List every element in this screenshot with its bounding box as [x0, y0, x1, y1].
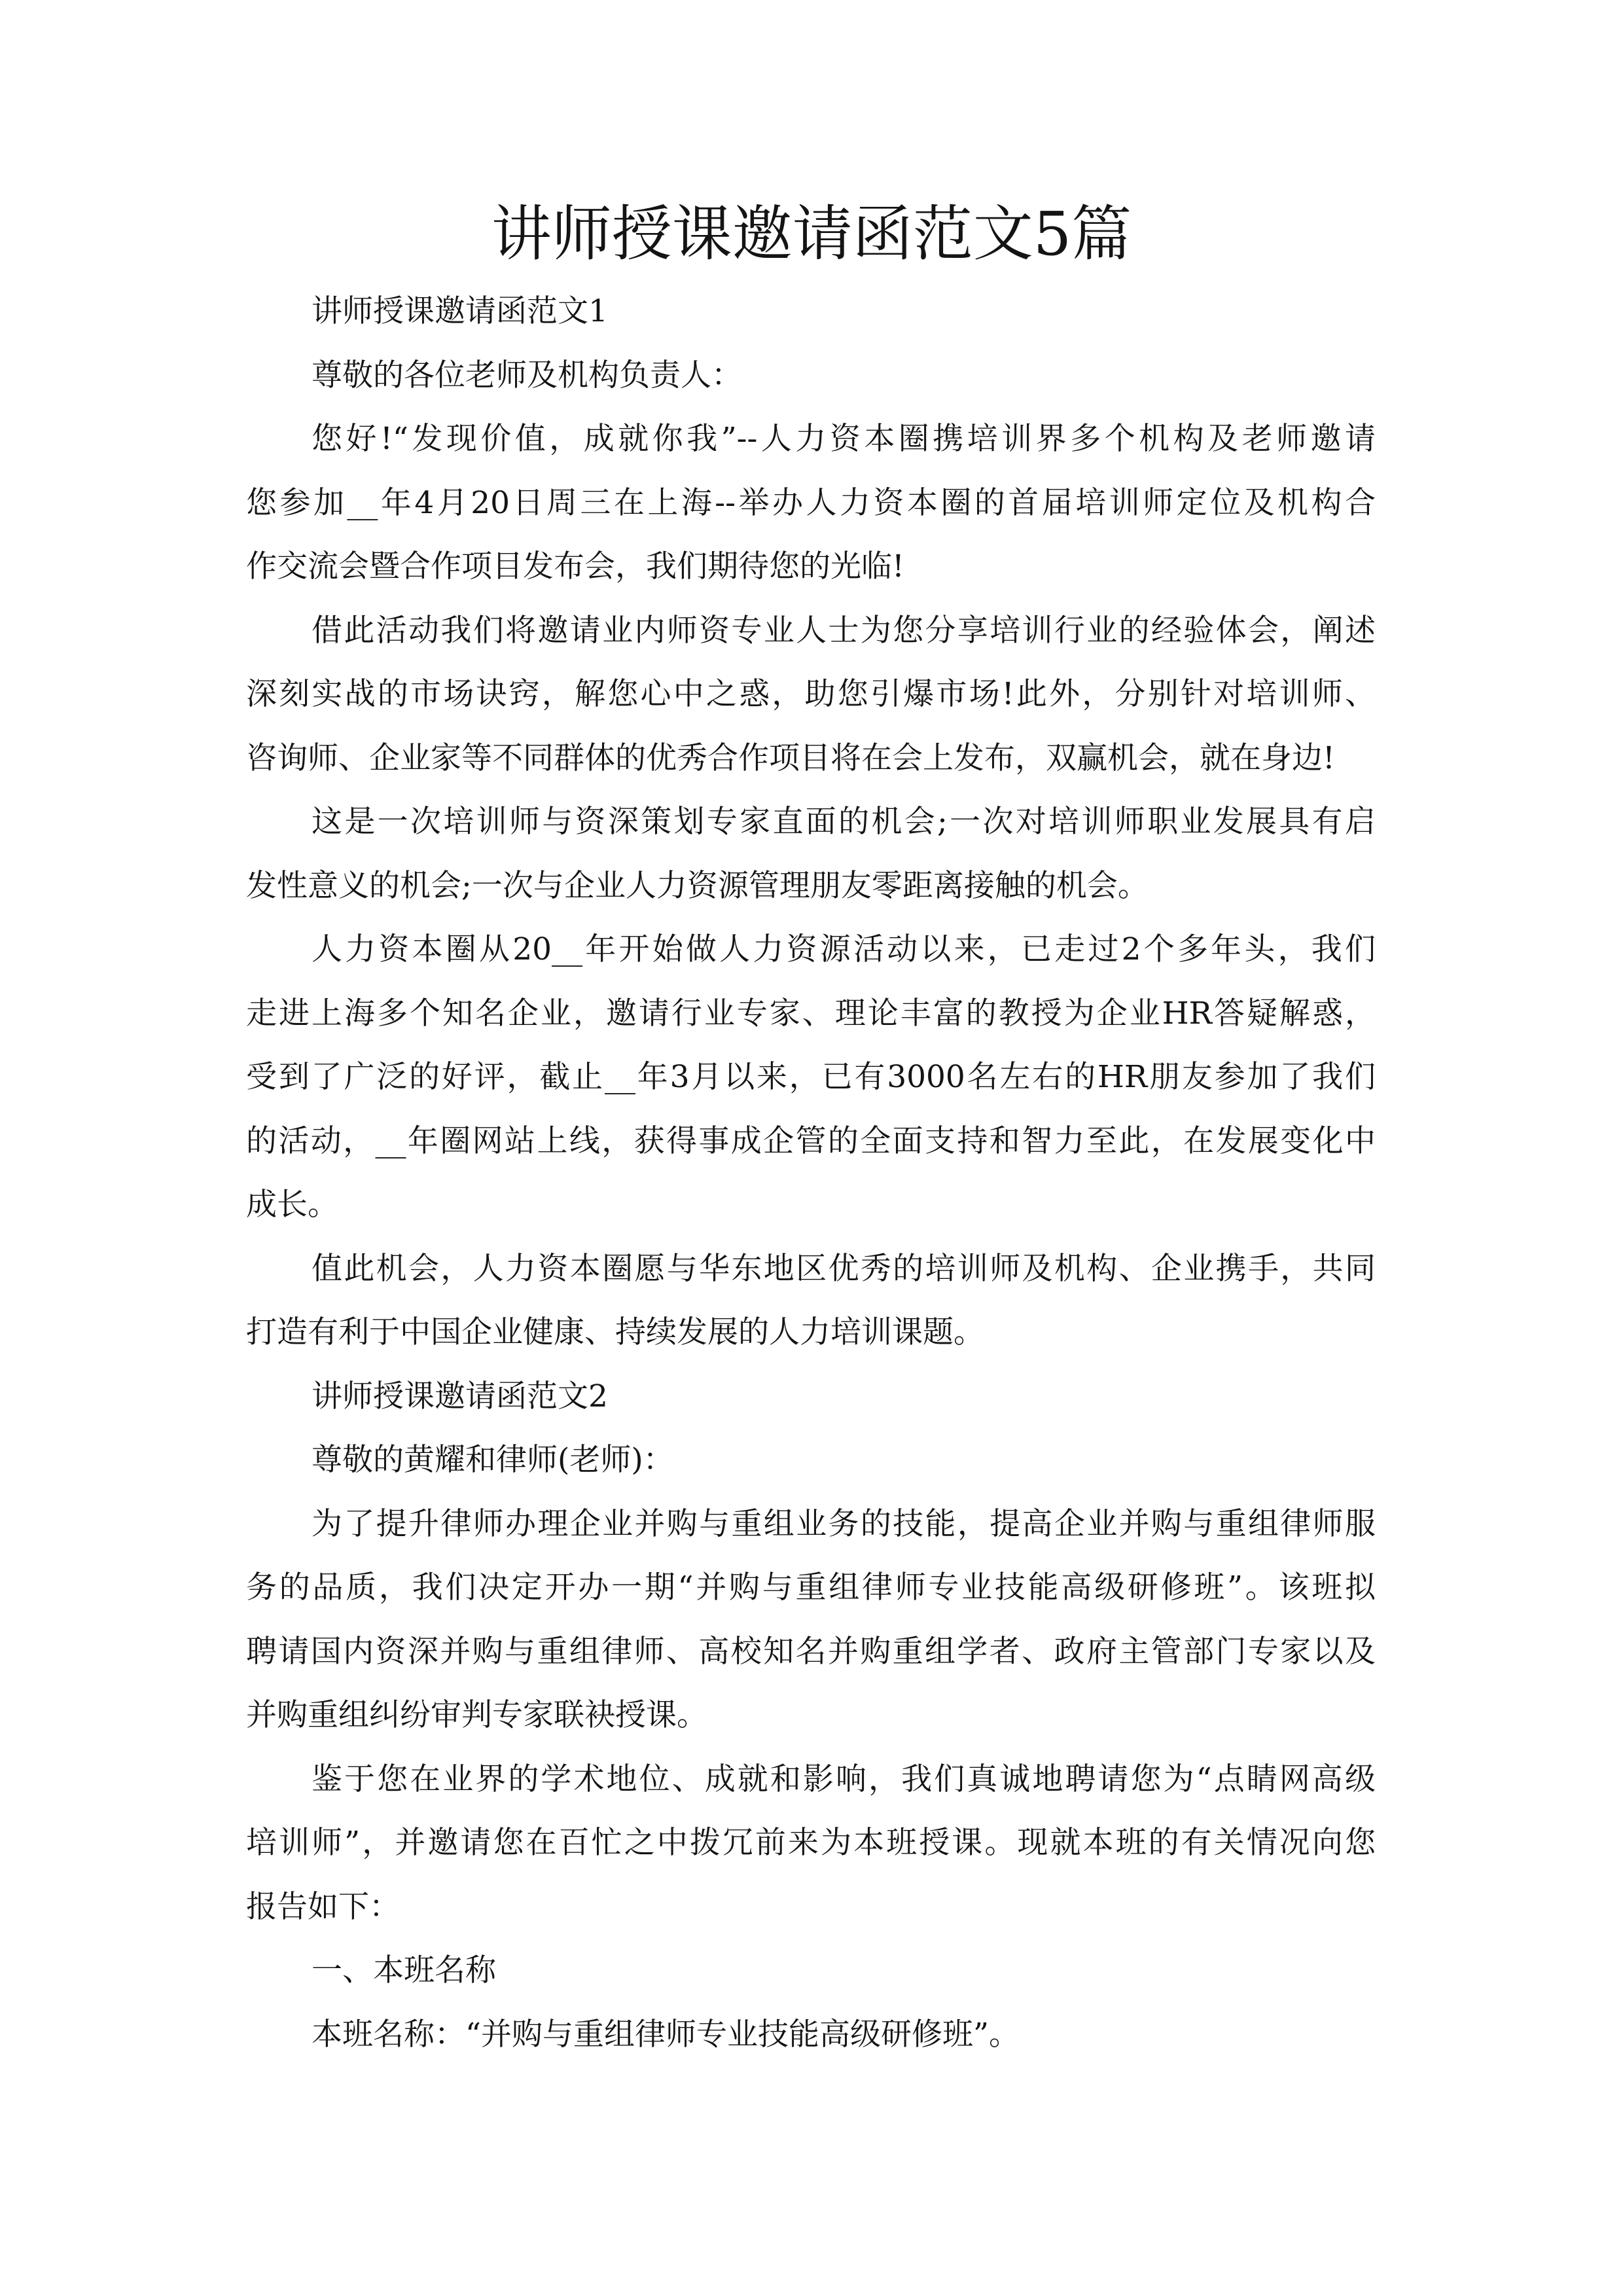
paragraph-line: 发性意义的机会;一次与企业人力资源管理朋友零距离接触的机会。 — [246, 867, 1149, 904]
paragraph-line: 鉴于您在业界的学术地位、成就和影响，我们真诚地聘请您为“点睛网高级 — [312, 1761, 1376, 1797]
salutation-text: 尊敬的各位老师及机构负责人： — [312, 357, 742, 393]
salutation-2 — [246, 1428, 1376, 1492]
paragraph-line: 并购重组纠纷审判专家联袂授课。 — [246, 1697, 707, 1733]
paragraph-line: 深刻实战的市场诀窍，解您心中之惑，助您引爆市场!此外，分别针对培训师、 — [246, 676, 1376, 712]
section-heading-2 — [246, 1365, 1376, 1429]
paragraph-class-name — [246, 2003, 1376, 2067]
paragraph-line: 您参加__年4月20日周三在上海--举办人力资本圈的首届培训师定位及机构合 — [246, 484, 1376, 521]
paragraph-line: 务的品质，我们决定开办一期“并购与重组律师专业技能高级研修班”。该班拟 — [246, 1570, 1376, 1605]
paragraph-line: 人力资本圈从20__年开始做人力资源活动以来，已走过2个多年头，我们 — [312, 931, 1376, 967]
paragraph-line: 作交流会暨合作项目发布会，我们期待您的光临! — [246, 548, 904, 584]
paragraph-line: 这是一次培训师与资深策划专家直面的机会;一次对培训师职业发展具有启 — [312, 804, 1376, 840]
paragraph-closing — [246, 1237, 1376, 1365]
paragraph-opportunity — [246, 790, 1376, 918]
paragraph-greeting — [246, 407, 1376, 599]
subsection-heading-text: 一、本班名称 — [312, 1952, 496, 1988]
paragraph-line: 培训师”，并邀请您在百忙之中拨冗前来为本班授课。现就本班的有关情况向您 — [246, 1825, 1376, 1861]
paragraph-line: 借此活动我们将邀请业内师资专业人士为您分享培训行业的经验体会，阐述 — [312, 612, 1376, 649]
paragraph-line: 本班名称：“并购与重组律师专业技能高级研修班”。 — [312, 2016, 1020, 2053]
section-heading-text: 讲师授课邀请函范文2 — [312, 1378, 608, 1414]
salutation-text: 尊敬的黄耀和律师(老师)： — [312, 1442, 674, 1478]
salutation-1 — [246, 344, 1376, 408]
paragraph-line: 报告如下： — [246, 1888, 400, 1925]
document-title: 讲师授课邀请函范文5篇 — [491, 199, 1132, 269]
paragraph-line: 的活动，__年圈网站上线，获得事成企管的全面支持和智力至此，在发展变化中 — [246, 1122, 1376, 1159]
paragraph-line: 走进上海多个知名企业，邀请行业专家、理论丰富的教授为企业HR答疑解惑， — [246, 995, 1376, 1031]
paragraph-line: 咨询师、企业家等不同群体的优秀合作项目将在会上发布，双赢机会，就在身边! — [246, 740, 1335, 776]
section-heading-1 — [246, 279, 1376, 344]
paragraph-line: 受到了广泛的好评，截止__年3月以来，已有3000名左右的HR朋友参加了我们 — [246, 1059, 1376, 1095]
paragraph-purpose — [246, 1492, 1376, 1748]
paragraph-line: 打造有利于中国企业健康、持续发展的人力培训课题。 — [246, 1314, 984, 1350]
paragraph-line: 聘请国内资深并购与重组律师、高校知名并购重组学者、政府主管部门专家以及 — [246, 1633, 1376, 1670]
paragraph-line: 成长。 — [246, 1187, 338, 1223]
subsection-heading — [246, 1939, 1376, 2003]
paragraph-activity — [246, 599, 1376, 791]
section-heading-text: 讲师授课邀请函范文1 — [312, 293, 608, 329]
paragraph-line: 为了提升律师办理企业并购与重组业务的技能，提高企业并购与重组律师服 — [312, 1505, 1376, 1542]
paragraph-line: 值此机会，人力资本圈愿与华东地区优秀的培训师及机构、企业携手，共同 — [312, 1250, 1376, 1287]
paragraph-invitation — [246, 1748, 1376, 1939]
paragraph-history — [246, 918, 1376, 1237]
paragraph-line: 您好!“发现价值，成就你我”--人力资本圈携培训界多个机构及老师邀请 — [312, 421, 1376, 457]
document-body — [246, 279, 1376, 2066]
